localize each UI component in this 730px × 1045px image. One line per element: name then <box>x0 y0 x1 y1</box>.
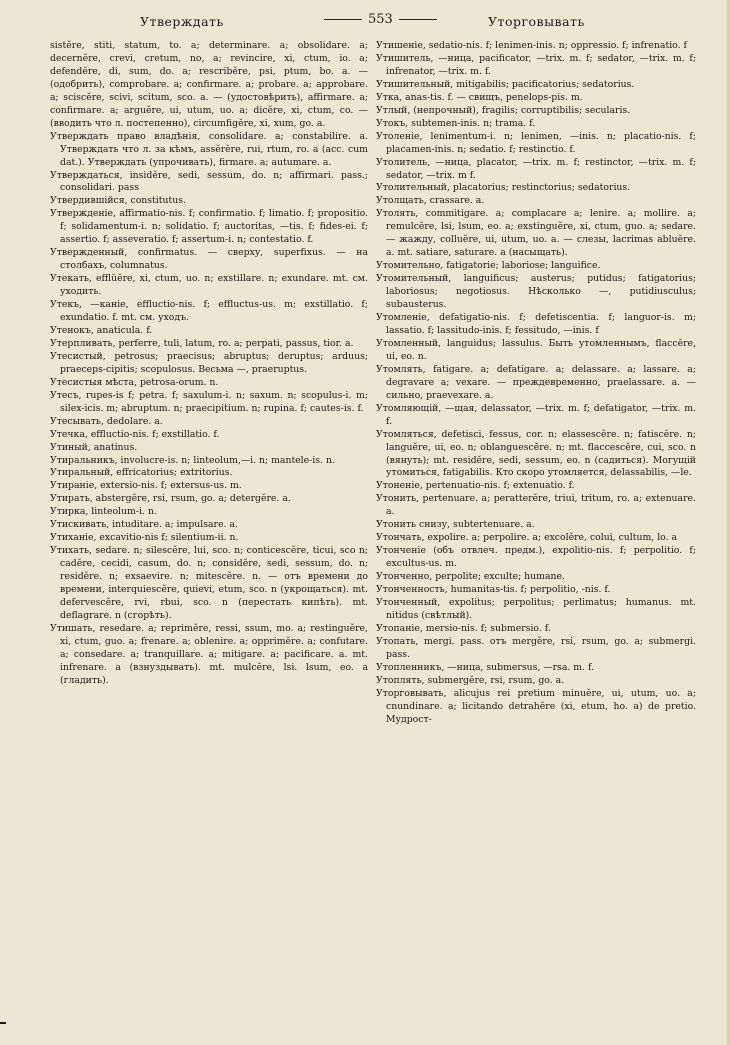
dictionary-entry: Утвержденный, confirmatus. — сверху, superfixus. — на столбахъ, columnatus. <box>50 247 368 272</box>
dictionary-entry: Утопаніе, mersio-nis. f; submersio. f. <box>376 622 551 634</box>
dictionary-entry: Утоплять, submergĕre, rsi, rsum, go. a. <box>376 674 565 686</box>
dictionary-entry: Утиральникъ, involucre-is. n; linteolum,—i. n; mantele-is. n. <box>50 454 335 466</box>
dictionary-entry: Утонченіе (объ отвлеч. предм.), expolitio-nis. f; perpolitio. f; excultus-us. m. <box>376 545 696 570</box>
dictionary-entry: Утенокъ, anaticula. f. <box>50 324 153 336</box>
dictionary-entry: Утопленникъ, —ница, submersus, —rsa. m. f. <box>376 661 595 673</box>
left-column <box>50 40 368 1035</box>
dictionary-entry: sistĕre, stiti, statum, to. a; determinare. a; obsolidare. a; decernĕre, crevi, cretum, no, a; revincire, xi, ctum, io. a; defendĕre, di, sum, do. a; rescribĕre, psi, ptum, bo. a. — (одобрить), comprobare. a; confirmare. a; probare. a; approbare. a; sciscĕre, scivi, scitum, sco. a. — (удостовѣрить), affirmare. a; confirmare. a; arguĕre, ui, utum, uo. a; dicĕre, xi, ctum, co. — (вводить что л. постепенно), circumfigĕre, xi, xum, go. a. <box>50 40 368 129</box>
dictionary-entry: Утолщать, crassare. a. <box>376 195 485 207</box>
dictionary-entry: Утомляться, defetisci, fessus, cor. n; elassescĕre. n; fatiscĕre. n; languĕre, ui, eo. n; oblanguescĕre. n; mt. flaccescĕre, cui, sco. n (вянуть); mt. residĕre, sedi, sessum, eo. n (садиться). Могущій утомиться, fatigabilis. Кто скоро утомляется, delassabilis, —le. <box>376 428 696 479</box>
dictionary-entry: Утомленіе, defatigatio-nis. f; defetiscentia. f; languor-is. m; lassatio. f; lassitudo-inis. f; fessitudo, —inis. f <box>376 312 696 336</box>
dictionary-entry: Утолять, commitigare. a; complacare a; lenire. a; mollire. a; remulcĕre, lsi, lsum, eo. a; exstinguĕre, xi, ctum, guo. a; sedare. — жажду, colluĕre, ui, utum, uo. a. — слезы, lacrimas abluĕre. a. mt. satiare, saturare. a (насыщать). <box>376 208 696 259</box>
dictionary-entry: Утихать, sedare. n; silescĕre, lui, sco. n; conticescĕre, ticui, sco n; cadĕre, cecidi, casum, do. n; considĕre, sedi, sessum, do. n; residĕre. n; exsaevire. n; mitescĕre. n. — отъ времени до времени, interquiescĕre, quievi, etum, sco. n (укрощаться). mt. defervescĕre, rvi, rbui, sco. n (перестать кипѣть). mt. deflagrare. n (сгорѣть). <box>50 545 368 621</box>
dictionary-entry: Утонить снизу, subtertenuare. a. <box>376 519 535 531</box>
dictionary-entry: Утишеніе, sedatio-nis. f; lenimen-inis. n; oppressio. f; infrenatio. f <box>376 40 687 51</box>
page-number: 553 <box>368 12 393 27</box>
dictionary-entry: Утлый, (непрочный), fragilis; corruptibilis; secularis. <box>376 104 631 116</box>
dictionary-entry: Утолитель, —ница, placator, —trix. m. f; restinctor, —trix. m. f; sedator, —trix. m f. <box>376 156 696 181</box>
dictionary-entry: Утискивать, intuditare. a; impulsare. a. <box>50 519 238 531</box>
dictionary-entry: Утесистыя мѣста, petrosa-orum. n. <box>50 376 219 388</box>
dictionary-entry: Утончать, expolire. a; perpolire. a; excolĕre, colui, cultum, lo. a <box>376 532 678 544</box>
page-edge <box>726 0 730 1045</box>
dictionary-entry: Утекъ, —каніе, effluctio-nis. f; effluctus-us. m; exstillatio. f; exundatio. f. mt. см. уходъ. <box>50 299 368 324</box>
dictionary-entry: Утесъ, rupes-is f; petra. f; saxulum-i. n; saxum. n; scopulus-i. m; silex-icis. m; abruptum. n; praecipitium. n; rupina. f; cautes-is. f. <box>50 389 368 414</box>
dictionary-entry: Утирать, abstergĕre, rsi, rsum, go. a; detergĕre. a. <box>50 493 291 505</box>
margin-mark <box>0 1022 6 1024</box>
dictionary-entry: Утомляющій, —щая, delassator, —trix. m. f; defatigator, —trix. m. f. <box>376 402 696 427</box>
dictionary-entry: Утекать, efflŭĕre, xi, ctum, uo. n; exstillare. n; exundare. mt. см. уходить. <box>50 273 368 298</box>
dictionary-entry: Уторговывать, alicujus rei pretium minuĕre, ui, utum, uo. a; cnundinare. a; licitando detrahĕre (xi, etum, ho. a) de pretio. Мудрост- <box>376 687 696 725</box>
dictionary-entry: Утка, anas-tis. f. — свищъ, penelops-pis. m. <box>376 91 583 103</box>
dictionary-entry: Утокъ, subtemen-inis. n; trama. f. <box>376 117 536 129</box>
dictionary-entry: Утишительный, mitigabilis; pacificatorius; sedatorius. <box>376 78 635 90</box>
dictionary-entry: Утомленный, languidus; lassulus. Быть утомленнымъ, flaccĕre, ui, eo. n. <box>376 337 696 362</box>
dictionary-entry: Утвердившійся, constitutus. <box>50 195 186 207</box>
dictionary-entry: Утираніе, extersio-nis. f; extersus-us. m. <box>50 480 242 492</box>
dictionary-entry: Утонченность, humanitas-tis. f; perpolitio, -nis. f. <box>376 584 611 596</box>
dictionary-entry: Утирка, linteolum-i. n. <box>50 506 157 518</box>
dictionary-entry: Утвержденіе, affirmatio-nis. f; confirmatio. f; limatio. f; propositio. f; solidamentum-i. n; solidatio. f; auctoritas, —tis. f; fides-ei. f; assertio. f; asseveratio. f; assertum-i. n; contestatio. f. <box>50 208 368 246</box>
dictionary-entry: Утверждаться, insidĕre, sedi, sessum, do. n; affirmari. pass.; consolidari. pass <box>50 169 368 194</box>
dictionary-entry: Утоленіе, lenimentum-i. n; lenimen, —inis. n; placatio-nis. f; placamen-inis. n; sedatio. f; restinctio. f. <box>376 130 696 155</box>
dictionary-entry: Утерпливать, perferre, tuli, latum, ro. a; perpati, passus, tior. a. <box>50 337 354 349</box>
dictionary-entry: Утопать, mergi. pass. отъ mergĕre, rsi, rsum, go. a; submergi. pass. <box>376 635 696 660</box>
dictionary-entry: Утомительный, languificus; austerus; putidus; fatigatorius; laboriosus; negotiosus. Нѣсколько —, putidiusculus; subausterus. <box>376 273 696 311</box>
dictionary-entry: Утолительный, placatorius; restinctorius; sedatorius. <box>376 182 631 194</box>
running-head-left: Утверждать <box>140 14 224 29</box>
dictionary-entry: Утоненіе, pertenuatio-nis. f; extenuatio. f. <box>376 480 575 492</box>
dictionary-entry: Утесистый, petrosus; praecisus; abruptus; deruptus; arduus; praeceps-cipitis; scopulosus. Весьма —, praeruptus. <box>50 350 368 375</box>
dictionary-entry: Утиральный, effricatorius; extritorius. <box>50 467 233 479</box>
running-head-right: Уторговывать <box>488 14 585 29</box>
header-rule-left <box>324 19 362 20</box>
dictionary-entry: Утечка, effluctio-nis. f; exstillatio. f. <box>50 428 220 440</box>
dictionary-entry: Утиный, anatinus. <box>50 441 138 453</box>
dictionary-entry: Утверждать право владѣнія, consolidare. a; constabilire. a. Утверждать что л. за кѣмъ, assĕrĕre, rui, rtum, ro. a (acc. cum dat.). Утверждать (упрочивать), firmare. a; autumare. a. <box>50 130 368 168</box>
page-header <box>0 12 730 34</box>
dictionary-entry: Утиханіе, excavitio-nis f; silentium-ii. n. <box>50 532 239 544</box>
dictionary-entry: Утонченный, expolitus; perpolitus; perlimatus; humanus. mt. nitidus (свѣтлый). <box>376 596 696 621</box>
dictionary-entry: Утишитель, —ница, pacificator, —trix. m. f; sedator, —trix. m. f; infrenator, —trix. m. f. <box>376 52 696 77</box>
dictionary-entry: Утишать, resedare. a; reprimĕre, ressi, ssum, mo. a; restinguĕre, xi, ctum, guo. a; frenare. a; oblenire. a; opprimĕre. a; confutare. a; consedare. a; tranquillare. a; mitigare. a; pacificare. a. mt. infrenare. a (взнуздывать). mt. mulcĕre, lsi. lsum, eo. a (гладить). <box>50 622 368 686</box>
dictionary-entry: Утомительно, fatigatorie; laboriose; languifice. <box>376 260 601 272</box>
dictionary-entry: Утесывать, dedolare. a. <box>50 415 163 427</box>
page-number-block <box>318 12 443 27</box>
dictionary-entry: Утонить, pertenuare. a; peratterĕre, triui, tritum, ro. a; extenuare. a. <box>376 493 696 518</box>
dictionary-entry: Утонченно, perpolite; exculte; humane. <box>376 571 565 583</box>
right-column <box>376 40 696 1035</box>
dictionary-entry: Утомлять, fatigare. a; defatigare. a; delassare. a; lassare. a; degravare a; vexare. — преждевременно, praelassare. a. — сильно, praevexare. a. <box>376 363 696 401</box>
header-rule-right <box>399 19 437 20</box>
